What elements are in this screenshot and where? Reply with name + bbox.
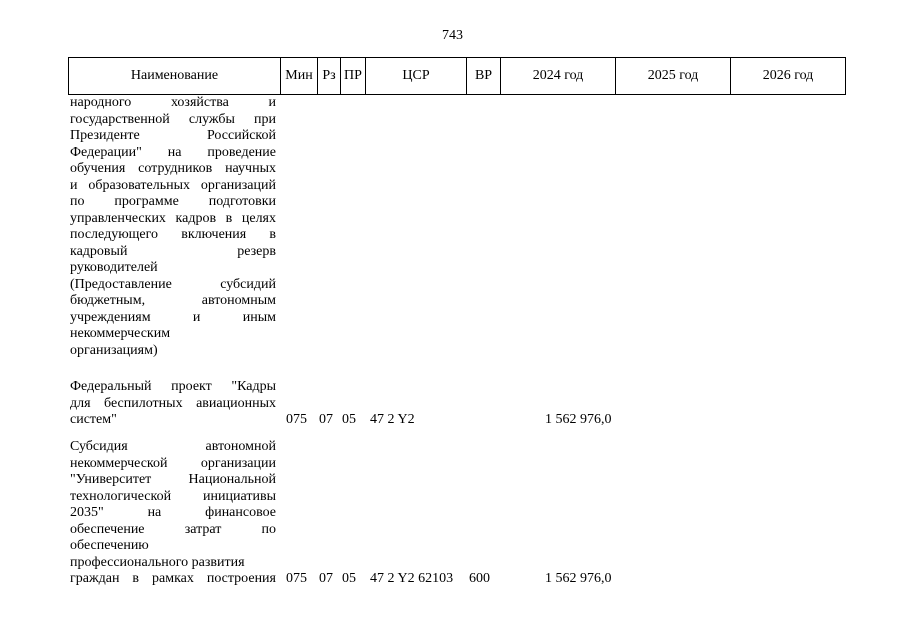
header-2025: 2025 год	[616, 58, 731, 95]
row-2-line: систем"	[70, 412, 117, 427]
row-3-line: "Университет Национальной	[70, 472, 276, 487]
row-1-line: обучения сотрудников научных	[70, 161, 276, 176]
row-3-csr: 47 2 Y2 62103	[370, 571, 454, 586]
row-1-line: бюджетным, автономным	[70, 293, 276, 308]
table-header	[68, 57, 846, 95]
row-3-line: 2035" на финансовое	[70, 505, 276, 520]
row-1-line: Федерации" на проведение	[70, 144, 276, 160]
header-row	[69, 58, 846, 95]
row-3-line: Субсидия автономной	[70, 439, 276, 454]
header-2026: 2026 год	[731, 58, 846, 95]
header-csr: ЦСР	[366, 58, 467, 95]
row-2-line: Федеральный проект "Кадры	[70, 379, 276, 394]
row-1-line: кадровый резерв	[70, 243, 276, 259]
row-1-line: и образовательных организаций	[70, 177, 276, 193]
row-1-line: народного хозяйства и	[70, 95, 276, 110]
row-2-csr: 47 2 Y2	[370, 412, 415, 427]
row-3-name	[70, 439, 276, 588]
header-vr: ВР	[467, 58, 501, 95]
row-2-pr: 05	[342, 412, 356, 427]
row-3-line: технологической инициативы	[70, 488, 276, 504]
row-1-line: Президенте Российской	[70, 128, 276, 143]
row-1-name	[70, 95, 276, 359]
row-1-line: последующего включения в	[70, 227, 276, 242]
header-rz: Рз	[318, 58, 341, 95]
page-number: 743	[442, 28, 463, 43]
row-3-line: обеспечению	[70, 538, 149, 553]
row-1-line: (Предоставление субсидий	[70, 276, 276, 292]
row-1-line: управленческих кадров в целях	[70, 210, 276, 226]
row-3-2024: 1 562 976,0	[545, 571, 612, 586]
row-1-line: организациям)	[70, 342, 158, 358]
row-2-2024: 1 562 976,0	[545, 412, 612, 427]
row-3-line: профессионального развития	[70, 554, 245, 570]
row-3-line: обеспечение затрат по	[70, 521, 276, 537]
row-3-pr: 05	[342, 571, 356, 586]
row-2-rz: 07	[319, 412, 333, 427]
row-1-line: по программе подготовки	[70, 194, 276, 209]
row-3-min: 075	[286, 571, 307, 586]
row-1-line: некоммерческим	[70, 326, 171, 341]
row-1-line: государственной службы при	[70, 111, 276, 127]
row-2-name	[70, 379, 276, 429]
row-3-vr: 600	[469, 571, 490, 586]
row-3-rz: 07	[319, 571, 333, 586]
row-2-min: 075	[286, 412, 307, 427]
header-pr: ПР	[341, 58, 366, 95]
header-2024: 2024 год	[501, 58, 616, 95]
row-3-line: некоммерческой организации	[70, 455, 276, 471]
row-1-line: руководителей	[70, 260, 158, 275]
row-2-line: для беспилотных авиационных	[70, 395, 276, 411]
header-min: Мин	[281, 58, 318, 95]
header-name: Наименование	[69, 58, 281, 95]
row-3-line: граждан в рамках построения	[70, 571, 276, 586]
row-1-line: учреждениям и иным	[70, 309, 276, 325]
